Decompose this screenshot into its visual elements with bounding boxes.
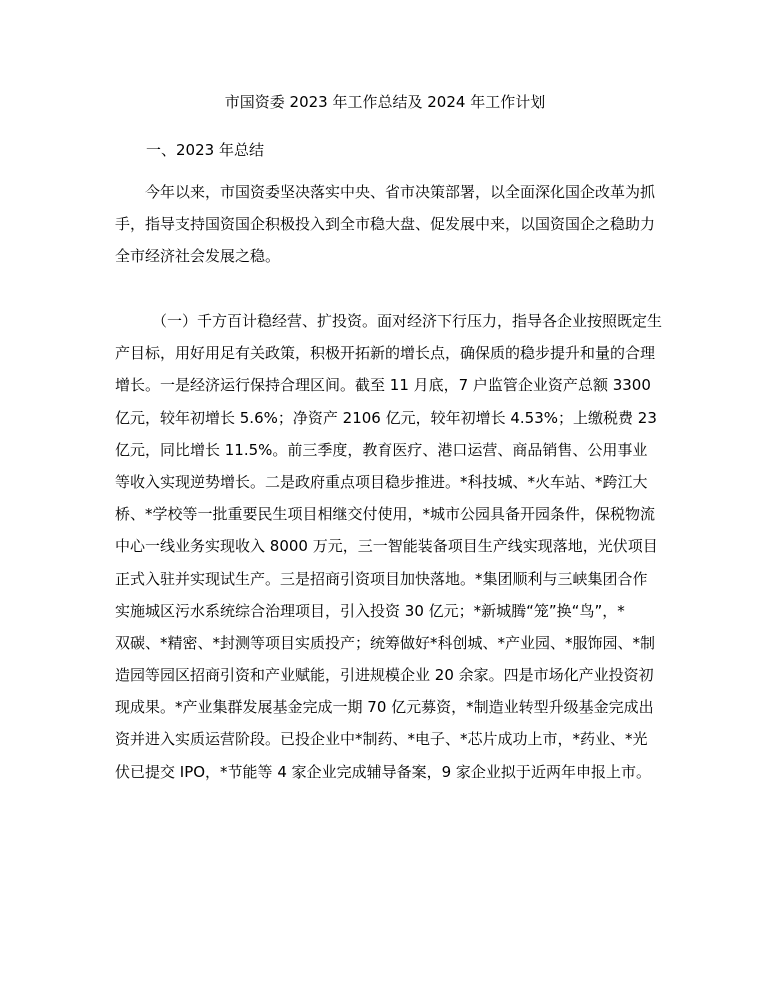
paragraph-line: 正式入驻并实现试生产。三是招商引资项目加快落地。*集团顺利与三峡集团合作 — [115, 569, 648, 588]
paragraph-line: 亿元，同比增长 11.5%。前三季度，教育医疗、港口运营、商品销售、公用事业 — [115, 440, 648, 459]
paragraph-line: 资并进入实质运营阶段。已投企业中*制药、*电子、*芯片成功上市，*药业、*光 — [115, 730, 648, 749]
paragraph-line: 手，指导支持国资国企积极投入到全市稳大盘、促发展中来，以国资国企之稳助力 — [115, 215, 656, 234]
paragraph-line: 现成果。*产业集群发展基金完成一期 70 亿元募资，*制造业转型升级基金完成出 — [115, 698, 654, 717]
paragraph-line: （一）千方百计稳经营、扩投资。面对经济下行压力，指导各企业按照既定生 — [152, 312, 663, 330]
paragraph-line: 亿元，较年初增长 5.6%；净资产 2106 亿元，较年初增长 4.53%；上缴税费 23 — [115, 408, 657, 427]
paragraph-line: 实施城区污水系统综合治理项目，引入投资 30 亿元；*新城腾“笼”换“鸟”，* — [115, 601, 625, 620]
paragraph-line: 今年以来，市国资委坚决落实中央、省市决策部署，以全面深化国企改革为抓 — [145, 183, 656, 201]
paragraph-line: 全市经济社会发展之稳。 — [115, 247, 281, 266]
paragraph-line: 双碳、*精密、*封测等项目实质投产；统筹做好*科创城、*产业园、*服饰园、*制 — [115, 633, 656, 652]
section-heading: 一、2023 年总结 — [146, 141, 264, 159]
paragraph-line: 增长。一是经济运行保持合理区间。截至 11 月底，7 户监管企业资产总额 3300 — [115, 376, 651, 395]
paragraph-line: 等收入实现逆势增长。二是政府重点项目稳步推进。*科技城、*火车站、*跨江大 — [115, 472, 648, 491]
paragraph-line: 中心一线业务实现收入 8000 万元，三一智能装备项目生产线实现落地，光伏项目 — [115, 537, 658, 556]
paragraph-intro — [115, 176, 695, 273]
paragraph-line: 伏已提交 IPO，*节能等 4 家企业完成辅导备案，9 家企业拟于近两年申报上市。 — [115, 762, 651, 781]
paragraph-line: 桥、*学校等一批重要民生项目相继交付使用，*城市公园具备开园条件，保税物流 — [115, 505, 656, 524]
document-title: 市国资委 2023 年工作总结及 2024 年工作计划 — [224, 93, 546, 111]
paragraph-section-one — [115, 305, 695, 788]
paragraph-line: 产目标，用好用足有关政策，积极开拓新的增长点，确保质的稳步提升和量的合理 — [115, 344, 656, 363]
paragraph-line: 造园等园区招商引资和产业赋能，引进规模企业 20 余家。四是市场化产业投资初 — [115, 666, 654, 685]
